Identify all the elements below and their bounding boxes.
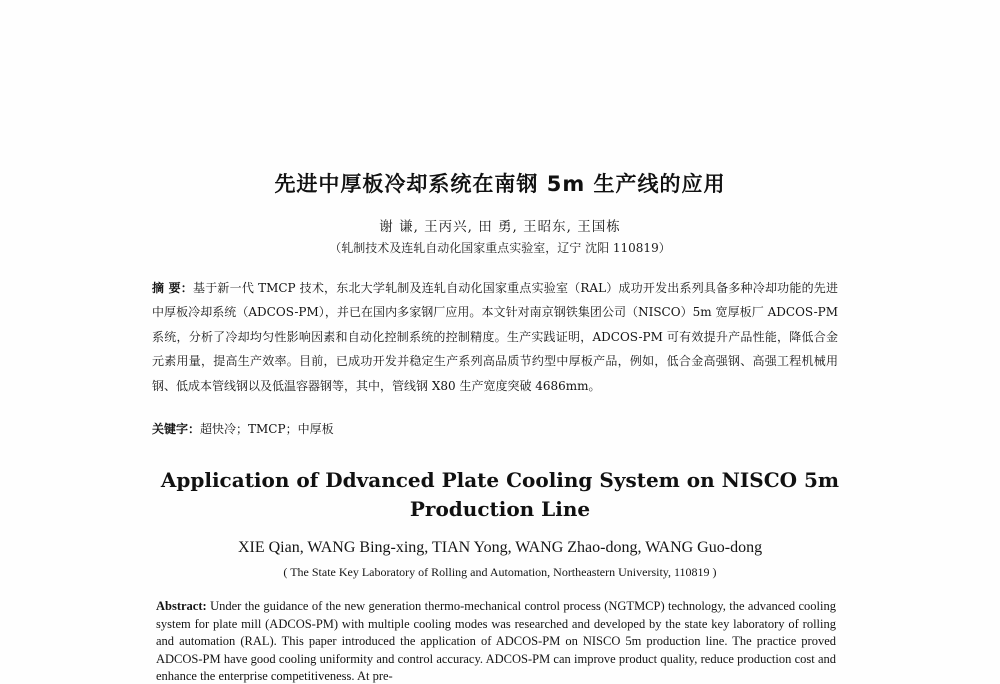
english-abstract-text: Under the guidance of the new generation thermo-mechanical control process (NGTMCP) technology, the advanced cooling system for plate mill (ADCOS-PM) with multiple cooling modes was researched and developed by the state key laboratory of rolling and automation (RAL). This paper introduced the application of ADCOS-PM on NISCO 5m production line. The practice proved ADCOS-PM have good cooling uniformity and control accuracy. ADCOS-PM can improve product quality, reduce production cost and enhance the enterprise competitiveness. At pre-	[156, 599, 836, 684]
chinese-authors: 谢 谦, 王丙兴, 田 勇, 王昭东, 王国栋	[379, 219, 621, 235]
chinese-affiliation: （轧制技术及连轧自动化国家重点实验室，辽宁 沈阳 110819）	[329, 241, 671, 255]
english-affiliation: ( The State Key Laboratory of Rolling and Automation, Northeastern University, 110819 )	[283, 565, 717, 579]
chinese-abstract-text: 基于新一代 TMCP 技术，东北大学轧制及连轧自动化国家重点实验室（RAL）成功开发出系列具备多种冷却功能的先进中厚板冷却系统（ADCOS-PM），并已在国内多家钢厂应用。本文针对南京钢铁集团公司（NISCO）5m 宽厚板厂 ADCOS-PM 系统，分析了冷却均匀性影响因素和自动化控制系统的控制精度。生产实践证明，ADCOS-PM 可有效提升产品性能，降低合金元素用量，提高生产效率。目前，已成功开发并稳定生产系列高品质节约型中厚板产品，例如，低合金高强钢、高强工程机械用钢、低成本管线钢以及低温容器钢等，其中，管线钢 X80 生产宽度突破 4686mm。	[152, 281, 838, 393]
chinese-title: 先进中厚板冷却系统在南钢 5m 生产线的应用	[274, 172, 726, 196]
english-authors: XIE Qian, WANG Bing-xing, TIAN Yong, WANG Zhao-dong, WANG Guo-dong	[237, 539, 763, 556]
english-abstract-label: Abstract:	[156, 599, 207, 613]
chinese-abstract	[152, 276, 838, 398]
chinese-keywords-label: 关键字：	[152, 422, 201, 436]
english-abstract	[156, 598, 836, 684]
chinese-keywords-text: 超快冷；TMCP；中厚板	[200, 422, 334, 436]
chinese-abstract-label: 摘 要：	[152, 281, 194, 295]
english-title: Application of Ddvanced Plate Cooling System on NISCO 5m Production Line	[160, 468, 840, 521]
chinese-keywords	[152, 420, 838, 437]
